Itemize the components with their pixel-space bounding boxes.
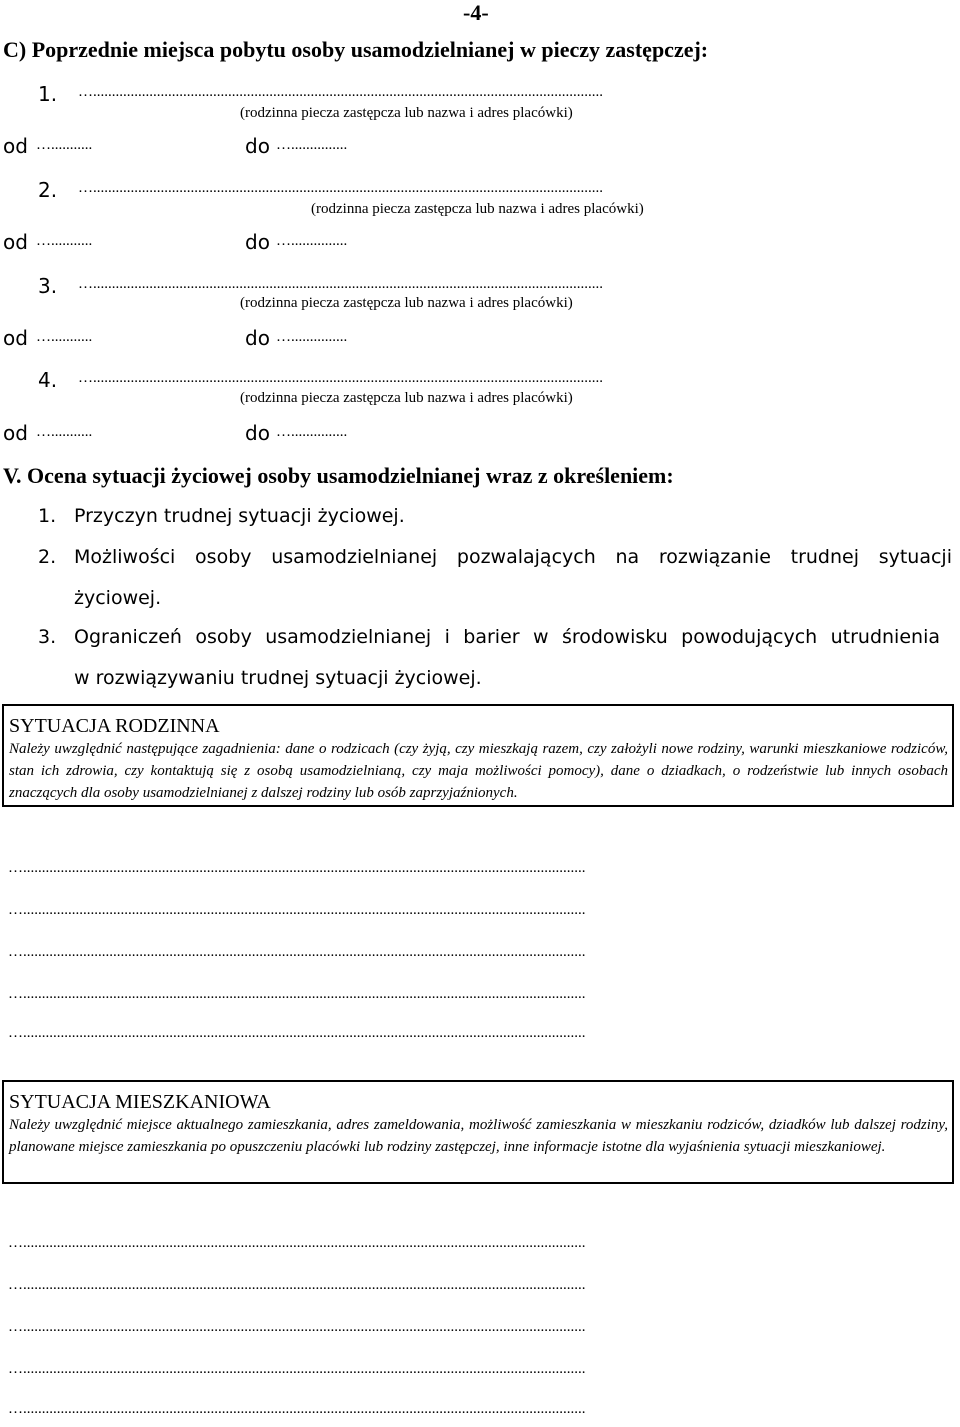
sytuacja-mieszkaniowa-note: Należy uwzględnić miejsce aktualnego zamieszkania, adres zameldowania, możliwość zamieszkania w mieszkaniu rodziców, dziadków lub dalszej rodziny, planowane miejsce zamieszkania po opuszczeniu placówki lub rodziny zastępczej, inne informacje istotne dla wyjaśnienia sytuacji mieszkaniowej. xyxy=(9,1117,948,1155)
entry-2-number: 2. xyxy=(38,178,58,202)
v-item-3-line2: w rozwiązywaniu trudnej sytuacji życiowej. xyxy=(74,667,482,689)
entry-3-od-field[interactable]: …........... xyxy=(36,329,93,345)
entry-3-od-label: od xyxy=(3,326,28,350)
sytuacja-mieszkaniowa-box xyxy=(2,1080,954,1184)
v-item-3-number: 3. xyxy=(38,626,57,648)
sytuacja-rodzinna-box xyxy=(2,704,954,807)
entry-2-od-label: od xyxy=(3,230,28,254)
v-item-2-line2: życiowej. xyxy=(74,587,162,609)
rodzinna-fill-line-1[interactable]: …...................................................................................................................................................... xyxy=(8,860,586,876)
entry-3-caption: (rodzinna piecza zastępcza lub nazwa i adres placówki) xyxy=(240,295,573,311)
rodzinna-fill-line-2[interactable]: …...................................................................................................................................................... xyxy=(8,902,586,918)
v-item-2-number: 2. xyxy=(38,546,57,568)
entry-2-do-field[interactable]: …............... xyxy=(276,233,348,249)
entry-3-number: 3. xyxy=(38,274,58,298)
mieszkaniowa-fill-line-3[interactable]: …...................................................................................................................................................... xyxy=(8,1319,586,1335)
mieszkaniowa-fill-line-4[interactable]: …...................................................................................................................................................... xyxy=(8,1361,586,1377)
mieszkaniowa-fill-line-2[interactable]: …...................................................................................................................................................... xyxy=(8,1277,586,1293)
entry-4-do-label: do xyxy=(245,421,270,445)
entry-1-od-label: od xyxy=(3,134,28,158)
section-v-heading: V. Ocena sytuacji życiowej osoby usamodzielnianej wraz z określeniem: xyxy=(3,463,674,488)
entry-1-do-label: do xyxy=(245,134,270,158)
entry-2-dots[interactable]: …........................................................................................................................................ xyxy=(78,180,603,196)
rodzinna-fill-line-3[interactable]: …...................................................................................................................................................... xyxy=(8,944,586,960)
entry-1-number: 1. xyxy=(38,82,58,106)
v-item-2-line1: Możliwości osoby usamodzielnianej pozwalających na rozwiązanie trudnej sytuacji xyxy=(74,546,952,568)
sytuacja-mieszkaniowa-title: SYTUACJA MIESZKANIOWA xyxy=(9,1091,271,1113)
sytuacja-rodzinna-title: SYTUACJA RODZINNA xyxy=(9,715,220,737)
entry-1-od-field[interactable]: …........... xyxy=(36,137,93,153)
entry-1-caption: (rodzinna piecza zastępcza lub nazwa i adres placówki) xyxy=(240,105,573,121)
entry-1-do-field[interactable]: …............... xyxy=(276,137,348,153)
entry-2-caption: (rodzinna piecza zastępcza lub nazwa i adres placówki) xyxy=(311,201,644,217)
v-item-3-line1: Ograniczeń osoby usamodzielnianej i barier w środowisku powodujących utrudnienia xyxy=(74,626,940,648)
entry-4-caption: (rodzinna piecza zastępcza lub nazwa i adres placówki) xyxy=(240,390,573,406)
mieszkaniowa-fill-line-5[interactable]: …...................................................................................................................................................... xyxy=(8,1401,586,1417)
entry-4-do-field[interactable]: …............... xyxy=(276,424,348,440)
entry-3-dots[interactable]: …........................................................................................................................................ xyxy=(78,276,603,292)
entry-4-od-field[interactable]: …........... xyxy=(36,424,93,440)
rodzinna-fill-line-4[interactable]: …...................................................................................................................................................... xyxy=(8,986,586,1002)
sytuacja-rodzinna-note: Należy uwzględnić następujące zagadnienia: dane o rodzicach (czy żyją, czy mieszkają razem, czy założyli nowe rodziny, warunki mieszkaniowe rodziców, stan ich zdrowia, czy kontaktują się z osobą usamodzielnianą, czy maja możliwości pomocy), dane o dziadkach, o rodzeństwie lub innych osobach znaczących dla osoby usamodzielnianej z dalszej rodziny lub osób zaprzyjaźnionych. xyxy=(9,741,948,801)
v-item-1-number: 1. xyxy=(38,505,57,527)
entry-1-dots[interactable]: …........................................................................................................................................ xyxy=(78,84,603,100)
entry-2-od-field[interactable]: …........... xyxy=(36,233,93,249)
rodzinna-fill-line-5[interactable]: …...................................................................................................................................................... xyxy=(8,1025,586,1041)
entry-3-do-field[interactable]: …............... xyxy=(276,329,348,345)
entry-4-od-label: od xyxy=(3,421,28,445)
entry-4-number: 4. xyxy=(38,368,58,392)
v-item-1-text: Przyczyn trudnej sytuacji życiowej. xyxy=(74,505,405,527)
entry-4-dots[interactable]: …........................................................................................................................................ xyxy=(78,370,603,386)
entry-3-do-label: do xyxy=(245,326,270,350)
page-number: -4- xyxy=(463,0,489,25)
section-c-heading: C) Poprzednie miejsca pobytu osoby usamodzielnianej w pieczy zastępczej: xyxy=(3,37,709,62)
mieszkaniowa-fill-line-1[interactable]: …...................................................................................................................................................... xyxy=(8,1235,586,1251)
entry-2-do-label: do xyxy=(245,230,270,254)
